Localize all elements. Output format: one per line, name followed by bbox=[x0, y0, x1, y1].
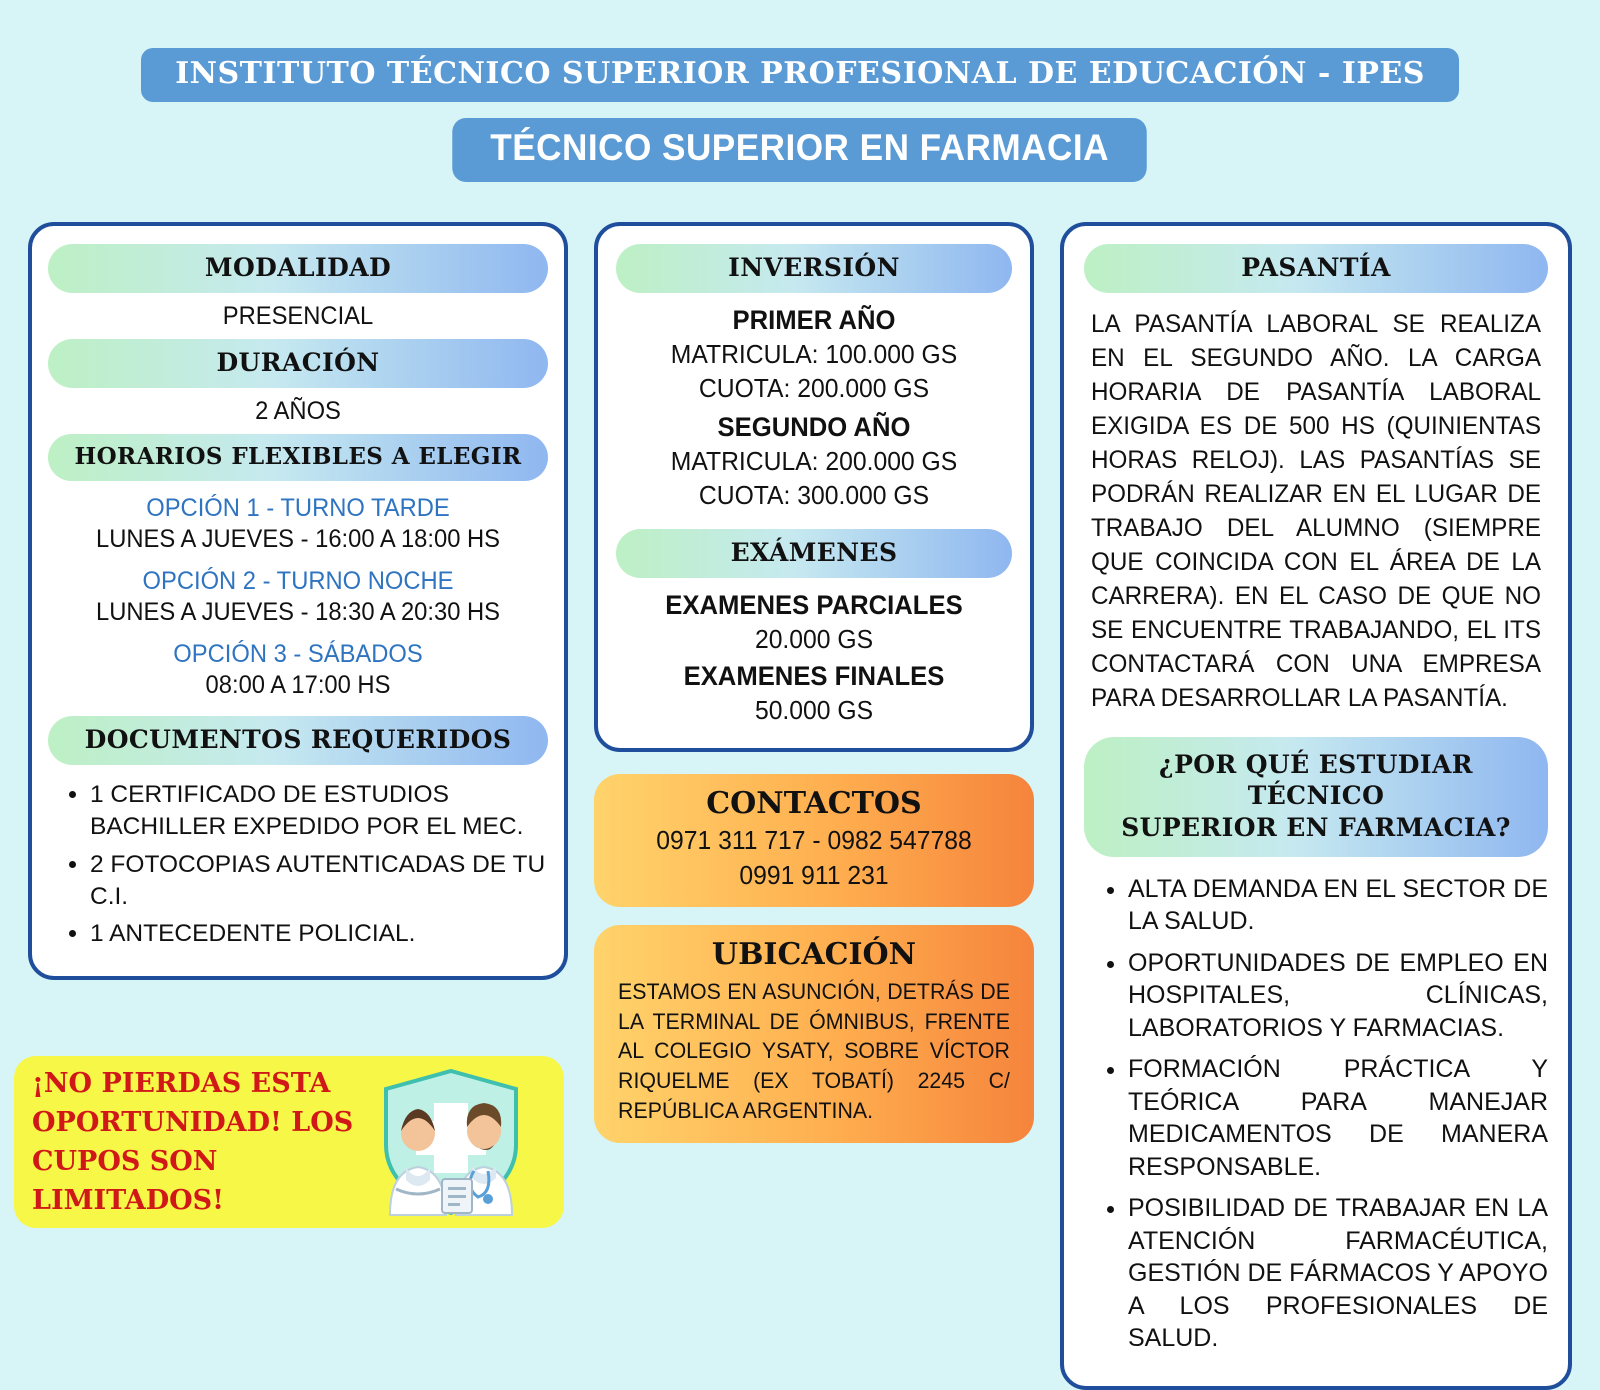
porque-estudiar-line-2: SUPERIOR EN FARMACIA? bbox=[1121, 812, 1511, 842]
horarios-heading: HORARIOS FLEXIBLES A ELEGIR bbox=[48, 434, 548, 481]
modalidad-heading: MODALIDAD bbox=[48, 244, 548, 293]
banner-text bbox=[32, 1064, 356, 1221]
schedule-option-1 bbox=[48, 494, 548, 554]
contactos-phone-line-1[interactable]: 0971 311 717 - 0982 547788 bbox=[656, 825, 972, 855]
ubicacion-heading: UBICACIÓN bbox=[711, 937, 917, 972]
pharmacists-illustration bbox=[356, 1067, 546, 1217]
parciales-label: EXAMENES PARCIALES bbox=[665, 590, 963, 620]
ubicacion-card bbox=[594, 925, 1034, 1143]
schedule-option-2 bbox=[48, 567, 548, 627]
option-2-detail: LUNES A JUEVES - 18:30 A 20:30 HS bbox=[96, 598, 500, 626]
program-title: TÉCNICO SUPERIOR EN FARMACIA bbox=[453, 118, 1148, 182]
parciales-value: 20.000 GS bbox=[754, 624, 874, 654]
finales-label: EXAMENES FINALES bbox=[683, 661, 945, 691]
banner-line-3: CUPOS SON LIMITADOS! bbox=[32, 1146, 224, 1217]
primer-ano-matricula: MATRICULA: 100.000 GS bbox=[670, 339, 958, 369]
list-item: • 1 ANTECEDENTE POLICIAL. bbox=[90, 918, 548, 950]
ubicacion-text: ESTAMOS EN ASUNCIÓN, DETRÁS DE LA TERMINAL DE ÓMNIBUS, FRENTE AL COLEGIO YSATY, SOBRE VÍCTOR RIQUELME (EX TOBATÍ) 2245 C/ REPÚBLICA ARGENTINA. bbox=[618, 979, 1010, 1123]
list-item: • FORMACIÓN PRÁCTICA Y TEÓRICA PARA MANEJAR MEDICAMENTOS DE MANERA RESPONSABLE. bbox=[1128, 1053, 1548, 1183]
schedule-option-3 bbox=[48, 640, 548, 700]
porque-estudiar-line-1: ¿POR QUÉ ESTUDIAR TÉCNICO bbox=[1159, 750, 1473, 811]
examenes-heading: EXÁMENES bbox=[616, 529, 1012, 578]
pasantia-heading: PASANTÍA bbox=[1084, 244, 1548, 293]
finales-value: 50.000 GS bbox=[754, 695, 874, 725]
right-column bbox=[1060, 222, 1572, 1390]
beneficios-list bbox=[1084, 873, 1548, 1355]
inversion-card bbox=[594, 222, 1034, 752]
option-1-title: OPCIÓN 1 - TURNO TARDE bbox=[146, 494, 450, 522]
option-3-title: OPCIÓN 3 - SÁBADOS bbox=[173, 640, 423, 668]
inversion-heading: INVERSIÓN bbox=[616, 244, 1012, 293]
duracion-value: 2 AÑOS bbox=[255, 397, 341, 425]
option-2-title: OPCIÓN 2 - TURNO NOCHE bbox=[142, 567, 454, 595]
left-column bbox=[28, 222, 568, 980]
contactos-heading: CONTACTOS bbox=[706, 786, 922, 821]
list-item: • 2 FOTOCOPIAS AUTENTICADAS DE TU C.I. bbox=[90, 849, 548, 913]
institute-title: INSTITUTO TÉCNICO SUPERIOR PROFESIONAL DE EDUCACIÓN - IPES bbox=[141, 48, 1459, 102]
option-1-detail: LUNES A JUEVES - 16:00 A 18:00 HS bbox=[96, 525, 500, 553]
banner-line-2: OPORTUNIDAD! LOS bbox=[32, 1106, 354, 1138]
porque-estudiar-heading bbox=[1084, 737, 1548, 857]
documentos-heading: DOCUMENTOS REQUERIDOS bbox=[48, 716, 548, 765]
list-item: • 1 CERTIFICADO DE ESTUDIOS BACHILLER EXPEDIDO POR EL MEC. bbox=[90, 779, 548, 843]
banner-line-1: ¡NO PIERDAS ESTA bbox=[32, 1067, 331, 1099]
primer-ano-label: PRIMER AÑO bbox=[732, 305, 896, 335]
contactos-card[interactable] bbox=[594, 774, 1034, 907]
list-item: • POSIBILIDAD DE TRABAJAR EN LA ATENCIÓN FARMACÉUTICA, GESTIÓN DE FÁRMACOS Y APOYO A LOS PROFESIONALES DE SALUD. bbox=[1128, 1192, 1548, 1355]
pharmacists-icon bbox=[356, 1067, 546, 1217]
modalidad-value: PRESENCIAL bbox=[222, 302, 374, 330]
pasantia-text: LA PASANTÍA LABORAL SE REALIZA EN EL SEGUNDO AÑO. LA CARGA HORARIA DE PASANTÍA LABORAL EXIGIDA ES DE 500 HS (QUINIENTAS HORAS RELOJ). LAS PASANTÍAS SE PODRÁN REALIZAR EN EL LUGAR DE TRABAJO DEL ALUMNO (SIEMPRE QUE COINCIDA CON EL ÁREA DE LA CARRERA). EN EL CASO DE QUE NO SE ENCUENTRE TRABAJANDO, EL ITS CONTACTARÁ CON UNA EMPRESA PARA DESARROLLAR LA PASANTÍA. bbox=[1090, 310, 1542, 712]
program-details-card bbox=[28, 222, 568, 980]
primer-ano-cuota: CUOTA: 200.000 GS bbox=[698, 373, 930, 403]
list-item: • ALTA DEMANDA EN EL SECTOR DE LA SALUD. bbox=[1128, 873, 1548, 938]
pasantia-card bbox=[1060, 222, 1572, 1390]
segundo-ano-matricula: MATRICULA: 200.000 GS bbox=[670, 446, 958, 476]
segundo-ano-label: SEGUNDO AÑO bbox=[717, 412, 911, 442]
header bbox=[0, 0, 1600, 182]
limited-slots-banner bbox=[14, 1056, 564, 1228]
middle-column bbox=[594, 222, 1034, 1143]
list-item: • OPORTUNIDADES DE EMPLEO EN HOSPITALES, CLÍNICAS, LABORATORIOS Y FARMACIAS. bbox=[1128, 947, 1548, 1045]
contactos-phone-line-2[interactable]: 0991 911 231 bbox=[739, 860, 889, 890]
option-3-detail: 08:00 A 17:00 HS bbox=[205, 671, 391, 699]
duracion-heading: DURACIÓN bbox=[48, 339, 548, 388]
segundo-ano-cuota: CUOTA: 300.000 GS bbox=[698, 480, 930, 510]
documentos-list bbox=[48, 779, 548, 950]
